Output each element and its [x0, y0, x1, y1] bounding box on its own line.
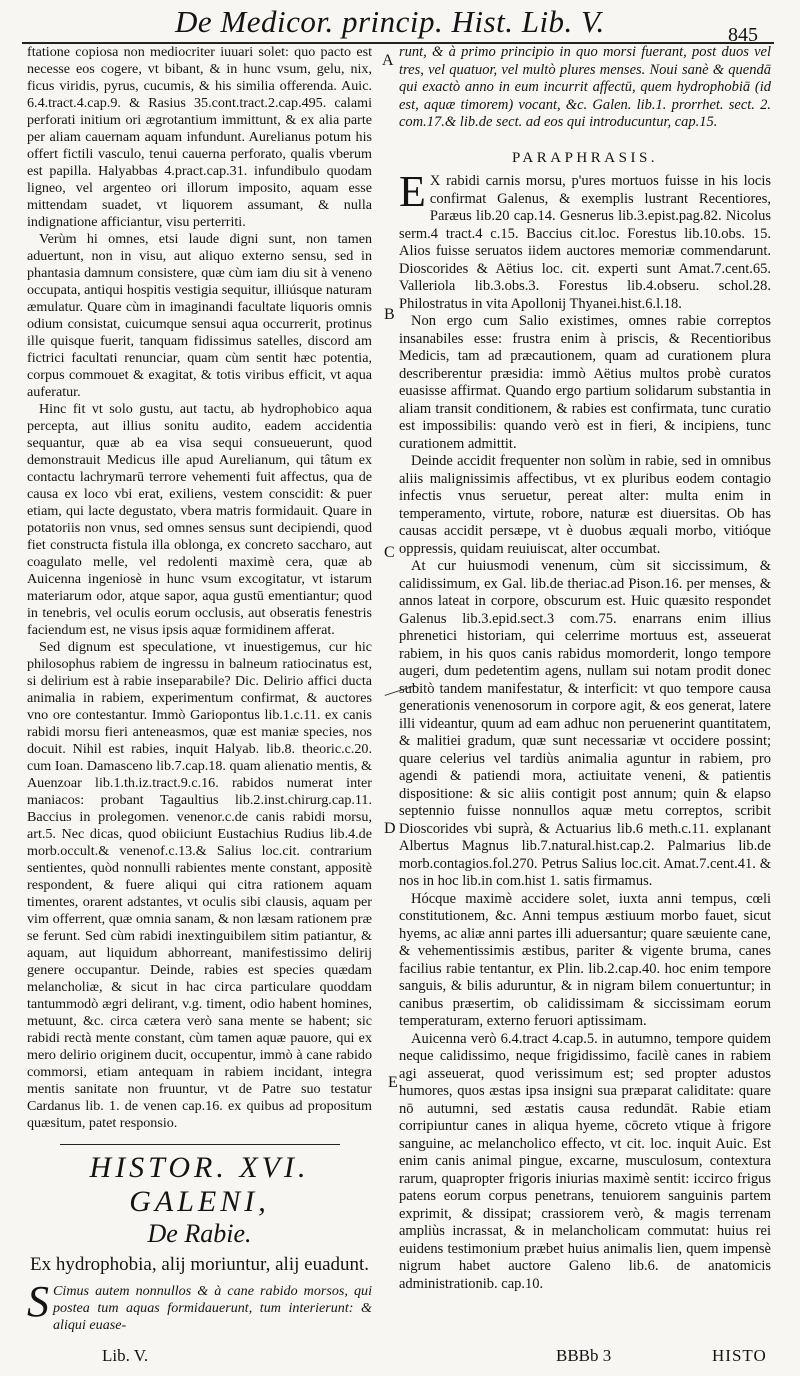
- history-opening-text: Cimus autem nonnullos & à cane rabido morsos, qui postea tum aquas formidauerunt, tum interierunt: & aliqui euase-: [53, 1283, 372, 1333]
- page-number: 845: [728, 24, 758, 46]
- history-caption: Ex hydrophobia, alij moriuntur, alij euadunt.: [29, 1254, 370, 1275]
- right-column: [399, 44, 771, 1293]
- footer-book-label: Lib. V.: [102, 1346, 149, 1365]
- footer-signature: BBBb 3: [556, 1346, 612, 1365]
- history-subtitle: De Rabie.: [147, 1219, 252, 1248]
- history-title: HISTOR. XVI. GALENI,: [89, 1151, 310, 1218]
- margin-letter-b: B: [384, 306, 395, 323]
- left-paragraph: Hinc fit vt solo gustu, aut tactu, ab hydrophobico aqua percepta, aut illius sonitu audito, eadem accidentia sequantur, quæ ab ea visa sequi consueuerunt, quod demonstrauit Medicus ille apud Aurelianum, qui tâtum ex contactu lachrymarū terrore vehementi fuit affectus, qua de causa ex loco vbi erat, exiliens, vestem conscidit: & puer etiam, qui lacte degustato, vbera matris formidauit. Quare in potatoriis non vnus, sed omnes sensus sunt decipiendi, quod fiet constructa fistula illa oblonga, ex concreto saccharo, aut coagulato melle, vel redolenti maximè cera, quæ ab Auicenna ingeniosè in hunc vsum excogitatur, vt istarum materiarum odor, atque sapor, aqua gustū ementiantur; quod in tenebris, vel oculis eorum occlusis, aut obseratis fenestris faciendum est, ne visus ipsis aquæ formidinem afferat.: [27, 401, 372, 638]
- paraphrasis-heading: PARAPHRASIS.: [511, 149, 659, 166]
- right-paragraph-text: X rabidi carnis morsu, p'ures mortuos fuisse in his locis confirmat Galenus, & exemplis lustrant Recentiores, Paræus lib.20 cap.14. Gesnerus lib.3.epist.pag.82. Nicolus serm.4 tract.4 c.15. Baccius cit.loc. Forestus lib.10.obs. 15. Alios fuisse seruatos iidem auctores memoriæ commendarunt. Dioscorides & Aëtius loc. cit. experti sunt Amat.7.cent.65. Valleriola lib.3.obs.3. Forestus lib.4.obseru. schol.28. Philostratus in vita Apollonij Thyanei.hist.6.l.18.: [399, 173, 771, 312]
- history-opening: [27, 1277, 372, 1334]
- margin-letter-e: E: [388, 1074, 398, 1091]
- left-paragraph: ftatione copiosa non mediocriter iuuari solet: quo pacto est necesse eos cogere, vt bibant, & in hunc vsum, gelu, nix, ficus viridis, pyrus, cucumis, & his similia offerenda. Auic. 6.4.tract.4.cap.9. & Rasius 35.cont.tract.2.cap.495. calami perforati initium ori ægrotantium immittunt, & ex alia parte per aliam cauernam aquam infundunt. Aurelianus potum his offert fictili vasculo, tenui cauerna perforato, qualis vberum est papilla. Halyabbas 4.pract.cap.31. infundibulo quodam ligneo, vel argenteo ori illorum imposito, aquam esse mittendam suadet, vt liquorem assumant, & nulla indignatione afficiantur, visu perterriti.: [27, 44, 372, 230]
- section-separator: [60, 1144, 340, 1145]
- right-paragraph: At cur huiusmodi venenum, cùm sit siccissimum, & calidissimum, ex Gal. lib.de theriac.ad Pison.16. per menses, & annos lateat in corpore, obscurum est. Huic quæsito respondet Galenus lib.3.epid.sect.3 com.75. enarrans enim illius phrenetici historiam, qui celerrime mortuus est, asseuerat rabiem, in his quos canis rabidus momorderit, longo tempore augeri, dum pedetentim agens, nullam sui notam prodit donec subitò tandem manifestatur, & interficit: vt quo tempore causa generationis venenosorum in corpore agit, & eos generat, latere illi videantur, quum ad eam adhuc non peruenerint quantitatem, & malitiei gradum, quæ sunt necessariæ vt occidere possint; quare celerius vel tardiùs animalia aguntur in rabiem, pro agendi & patiendi mora, actiuitate veneni, & patientis dispositione: & sic aliis contigit post annum; quin & elapso septennio fuisse nonnullos aquæ metu correptos, scribit Dioscorides vbi suprà, & Actuarius lib.6 meth.c.11. explanant Albertus Magnus lib.7.natural.hist.cap.2. Palmarius lib.de morb.contagios.fol.270. Petrus Salius loc.cit. Amat.7.cent.41. & nos in hoc lib.in com.hist 1. satis firmamus.: [399, 558, 771, 889]
- margin-letter-c: C: [384, 544, 395, 561]
- history-initial: S: [27, 1277, 49, 1326]
- left-column: [27, 44, 372, 1334]
- margin-letter-d: D: [384, 820, 396, 837]
- right-paragraph: [399, 167, 771, 313]
- paraphrasis-initial: E: [399, 167, 426, 216]
- left-paragraph: Sed dignum est speculatione, vt inuestigemus, cur hic philosophus rabiem de ingressu in balneum ratiocinatus est, si delirium est à rabie inseparabile? Dic. Delirio affici ducta animalia in rabiem, experimentum confirmat, & auctores vno ore contestantur. Immò Gariopontus lib.1.c.11. ex canis rabidi morsu fieri anteneasmos, quæ est maniæ species, nos docuit. Nihil est rabies, inquit Halyab. lib.8. theoric.c.20. cum Ioan. Damasceno lib.7.cap.18. quam alienatio mentis, & Auenzoar lib.1.th.iz.tract.9.c.16. rabidos numerat inter maniacos: probant Tagaultius lib.2.inst.chirurg.cap.11. Baccius in prolegomen. venenor.c.de canis rabidi morsu, art.5. Nec dicas, quod obiiciunt Eustachius Rudius lib.4.de morb.occult.& venenof.c.13.& Salius loc.cit. contrarium sentientes, quòd nonnulli rabientes mente constant, appositè respondent, & fuere aliqui qui citra rationem aquam timentes, orarent adstantes, vt oculis sibi clausis, aquam per vim offerrent, quæ omnia sanam, & non læsam rationem præ se ferunt. Sed cùm rabidi inextinguibilem sitim patiantur, & aquam, aut liquidum abhorreant, manifestissimo delirij genere occupantur. Deinde, rabies est species quædam melancholiæ, & sicut in hac circa particulare quoddam tantummodò ægri delirant, v.g. timent, odio habent homines, metuunt, &c. circa cætera verò sana mente se habent; sic rabidi rectà mente constant, cùm tamen aquæ pauore, qui ex mero delirio originem ducit, occupentur, immò à cane rabido commorsi, etiam antequam in rabiem incidant, integra mentis sanitate non fruuntur, vt de Patre suo testatur Cardanus lib. 1. de venen cap.16. ex quibus ad propositum quæsitum, patet responsio.: [27, 639, 372, 1131]
- running-head: De Medicor. princip. Hist. Lib. V.: [175, 4, 605, 39]
- right-paragraph: Hócque maximè accidere solet, iuxta anni tempus, cœli constitutionem, &c. Anni tempus æstiuum morbo fauet, sicut hyems, ac aliæ anni partes illi aduersantur; quare sæuiente cane, & vehementissimis æstibus, pariter & vigente bruma, canes facilius rabie tentantur, ex Plin. lib.2.cap.40. hoc enim tempore sanguis, & bilis aduruntur, & in nigram bilem conuertuntur; in canibus præsertim, ob calidissimam & siccissimam eorum temperaturam, externo feruori aptissimam.: [399, 890, 771, 1029]
- left-paragraph: Verùm hi omnes, etsi laude digni sunt, non tamen aduertunt, non in visu, aut aliquo externo sensu, sed in phantasia damnum consistere, quæ cùm iam diu sit à veneno occupata, antiqui hospitis vestigia sequitur, illiúsque naturam æmulatur. Quare cùm in imaginandi facultate liquoris omnis odium consistat, cuicumque sensui aqua occurrerit, protinus ille quisque fuerit, tanquam fidissimus satelles, discord am fictrici facultati renunciar, quam cùm sentit hæc potentia, corpus commouet & exagitat, & totis viribus efficit, vt aqua auferatur.: [27, 231, 372, 400]
- galen-continuation: runt, & à primo principio in quo morsi fuerant, post duos vel tres, vel quatuor, vel multò plures menses. Noui sanè & quendā qui exactò anno in eum incurrit affectū, quem hydrophobiā (id est, aquæ timorem) vocant, &c. Galen. lib.1. prorrhet. sect. 2. com.17.& lib.de sect. ad eos qui introducuntur, cap.15.: [399, 44, 771, 130]
- right-paragraph: Auicenna verò 6.4.tract 4.cap.5. in autumno, tempore quidem neque calidissimo, neque frigidissimo, facilè canes in rabiem agi asseuerat, quod verissimum est; sed propter adustos humores, quos æstas ipsa insigni sua præparat caliditate: quare nō autumni, sed æstatis causa redundāt. Rabie etiam corripiuntur canes in aliqua hyeme, cōcreto vtique à frigore sanguine, ac melancholico effecto, vt cit. loc. inquit Auic. Est enim canis animal pingue, excarne, musculosum, contextura rarum, quapropter frigoris iniurias maximè sentit: iccirco frigus patens eorum corpus penetrans, tenuiorem sanguinis partem exprimit, & dissipat; crassiorem verò, & magis terrenam ampliùs incrassat, & in melancholicam commutat: huius rei euidens testimonium præbet huius animalis lien, quem impensè nigrum habet auctore Galeno lib.6. de anatomicis administrationib. cap.10.: [399, 1030, 771, 1292]
- right-paragraph: Non ergo cum Salio existimes, omnes rabie correptos insanabiles esse: frustra enim à priscis, & Recentioribus Medicis, tam ad præcautionem, quam ad curationem plura describerentur præsidia: immò Aëtius multos probè curatos euasisse affirmat. Quando ergo partium solidarum substantia in aliam transit conditionem, & rabies est confirmata, tunc curatio est impossibilis: quando verò est in fieri, & incipiens, tunc curationem admittit.: [399, 313, 771, 452]
- margin-letter-a: A: [382, 52, 394, 69]
- right-paragraph: Deinde accidit frequenter non solùm in rabie, sed in omnibus aliis malignissimis affectibus, vt ex pluribus eodem contagio infectis vnus seruetur, pereat alter: multa enim in temperamento, virtute, robore, naturæ est diuersitas. Ob has causas accidit persæpe, vt è duobus æquali morbo, vitióque oppressis, quidam reuiuiscat, alter occumbat.: [399, 453, 771, 557]
- footer-catchword: HISTO: [712, 1346, 767, 1365]
